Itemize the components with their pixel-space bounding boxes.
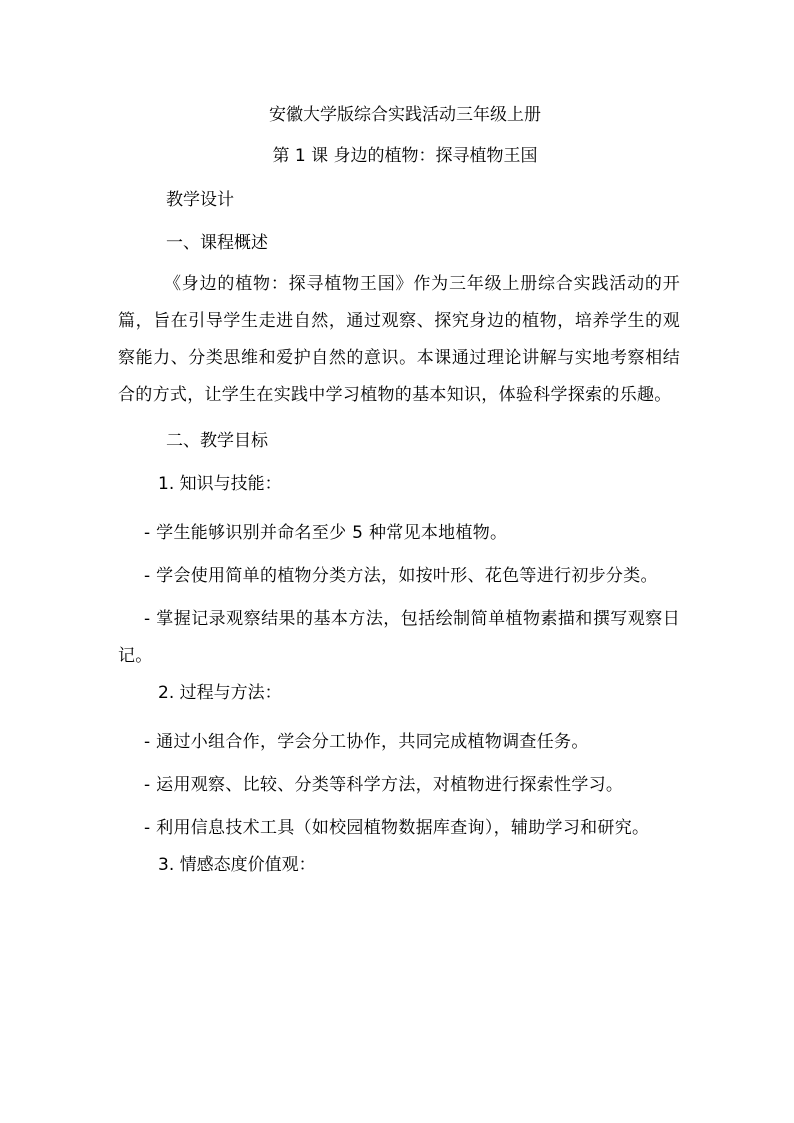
document-title: 安徽大学版综合实践活动三年级上册 xyxy=(269,105,541,125)
goal2-item: - 利用信息技术工具（如校园植物数据库查询），辅助学习和研究。 xyxy=(144,818,650,838)
goal1-item: - 学生能够识别并命名至少 5 种常见本地植物。 xyxy=(144,523,508,543)
lesson-subtitle: 第 1 课 身边的植物：探寻植物王国 xyxy=(272,146,538,166)
overview-heading: 一、课程概述 xyxy=(166,233,268,253)
goal1-item: - 学会使用简单的植物分类方法，如按叶形、花色等进行初步分类。 xyxy=(144,566,658,586)
spacer xyxy=(118,414,680,429)
goals-heading: 二、教学目标 xyxy=(166,431,268,451)
goal3-heading: 3. 情感态度价值观： xyxy=(158,855,316,875)
goal2-item: - 运用观察、比较、分类等科学方法，对植物进行探索性学习。 xyxy=(144,775,624,795)
design-label: 教学设计 xyxy=(166,190,234,210)
goal2-item: - 通过小组合作，学会分工协作，共同完成植物调查任务。 xyxy=(144,732,589,752)
goal1-heading: 1. 知识与技能： xyxy=(158,474,282,494)
overview-paragraph: 《身边的植物：探寻植物王国》作为三年级上册综合实践活动的开篇，旨在引导学生走进自然，通过观察、探究身边的植物，培养学生的观察能力、分类思维和爱护自然的意识。本课通过理论讲解与实地考察相结合的方式，让学生在实践中学习植物的基本知识，体验科学探索的乐趣。 xyxy=(118,274,680,405)
document-body xyxy=(118,103,680,896)
goal1-item: - 掌握记录观察结果的基本方法，包括绘制简单植物素描和撰写观察日记。 xyxy=(118,609,680,666)
goal2-heading: 2. 过程与方法： xyxy=(158,683,282,703)
